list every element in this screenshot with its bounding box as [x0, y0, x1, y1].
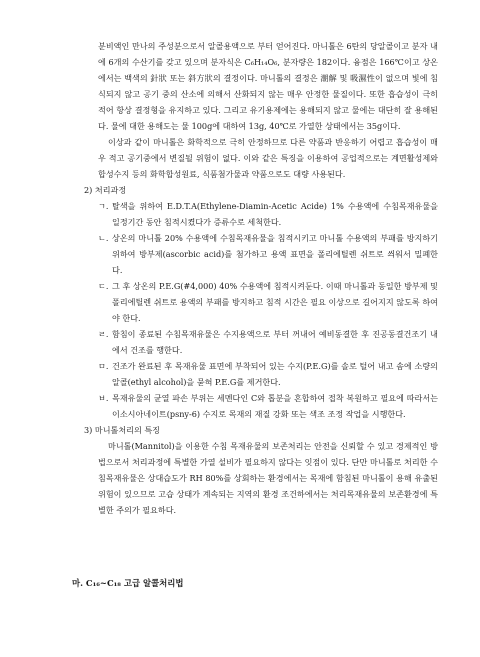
step-text: 목재유물의 균열 파손 부위는 세멘다인 C와 톱분을 혼합하여 접착 복원하고 필요에 따라서는 이소시아네이트(psny-6) 수지로 목재의 재질 강화 또는 색조 조정 작업을 시행한다.	[112, 393, 438, 419]
step-text: 상온의 마니톨 20% 수용액에 수침목재유물을 침적시키고 마니톨 수용액의 부패를 방지하기 위하여 방부제(ascorbic acid)를 첨가하고 용액 표면을 폴리에틸렌 쉬트로 씌워서 밀폐한다.	[112, 233, 438, 275]
process-step-4	[98, 326, 438, 358]
paragraph-mannitol-properties: 분비액인 만나의 주성분으로서 알콜용액으로 부터 얻어진다. 마니톨은 6탄의 당알콜이고 분자 내에 6개의 수산기를 갖고 있으며 분자식은 C₆H₁₄O₆, 분자량은 182이다. 융점은 166℃이고 상온에서는 백색의 針狀 또는 斜方狀의 결정이다. 마니톨의 결정은 潮解 및 吸濕性이 없으며 빛에 침식되지 않고 공기 중의 산소에 의해서 산화되지 않는 매우 안정한 물질이다. 또한 흡습성이 극히 적어 항상 결정형을 유지하고 있다. 그리고 유기용제에는 용해되지 않고 물에는 대단히 잘 용해된다. 물에 대한 용해도는 물 100g에 대하여 13g, 40℃로 가열한 상태에서는 35g이다.	[98, 41, 438, 131]
paragraph-mannitol-stability: 이상과 같이 마니톨은 화학적으로 극히 안정하므로 다른 약품과 반응하기 어렵고 흡습성이 매우 적고 공기중에서 변질될 위험이 없다. 이와 같은 특징을 이용하여 공업적으로는 계면활성제와 합성수지 등의 화학합성원료, 식품첨가물과 약품으로도 대량 사용된다.	[98, 137, 438, 179]
process-step-2	[98, 230, 438, 278]
process-step-1	[98, 198, 438, 230]
process-step-5	[98, 358, 438, 390]
heading-treatment-process: 2) 처리과정	[84, 185, 127, 195]
step-marker: ㅂ.	[98, 393, 109, 403]
step-text: 탈색을 위하여 E.D.T.A(Ethylene-Diamin-Acetic Acide) 1% 수용액에 수침목재유물을 일정기간 동안 침적시켰다가 증류수로 세척한다.	[112, 201, 438, 227]
section-heading-higher-alcohol: 마. C₁₆~C₁₈ 고급 알콜처리법	[72, 578, 184, 588]
step-text: 함침이 종료된 수침목재유물은 수지용액으로 부터 꺼내어 예비동결한 후 진공동결건조기 내에서 건조를 행한다.	[112, 329, 438, 355]
heading-mannitol-features: 3) 마니톨처리의 특징	[84, 425, 161, 435]
step-text: 건조가 완료된 후 목재유물 표면에 부착되어 있는 수지(P.E.G)를 솔로 털어 내고 솜에 소량의 알콜(ethyl alcohol)을 묻혀 P.E.G를 제거한다.	[112, 361, 438, 387]
step-text: 그 후 상온의 P.E.G(#4,000) 40% 수용액에 침적시켜둔다. 이때 마니톨과 동일한 방부제 및 폴리에틸렌 쉬트로 용액의 부패를 방지하고 침적 시간은 필요 이상으로 길어지지 않도록 하여야 한다.	[112, 281, 438, 323]
step-marker: ㄴ.	[98, 233, 109, 243]
step-marker: ㄷ.	[98, 281, 109, 291]
process-step-3	[98, 278, 438, 326]
step-marker: ㄹ.	[98, 329, 109, 339]
step-marker: ㅁ.	[98, 361, 109, 371]
step-marker: ㄱ.	[98, 201, 109, 211]
paragraph-mannitol-features: 마니톨(Mannitol)을 이용한 수침 목재유물의 보존처리는 안전을 신뢰할 수 있고 경제적인 방법으로서 처리과정에 특별한 가열 설비가 필요하지 않다는 잇점이 있다. 단만 마니톨로 처리한 수침목재유물은 상대습도가 RH 80%를 상회하는 환경에서는 목재에 함침된 마니톨이 용해 유출된 위험이 있으므로 고습 상태가 계속되는 지역의 환경 조건하에서는 처리목재유물의 보존환경에 특별한 주의가 필요하다.	[98, 441, 438, 515]
process-step-6	[98, 390, 438, 422]
